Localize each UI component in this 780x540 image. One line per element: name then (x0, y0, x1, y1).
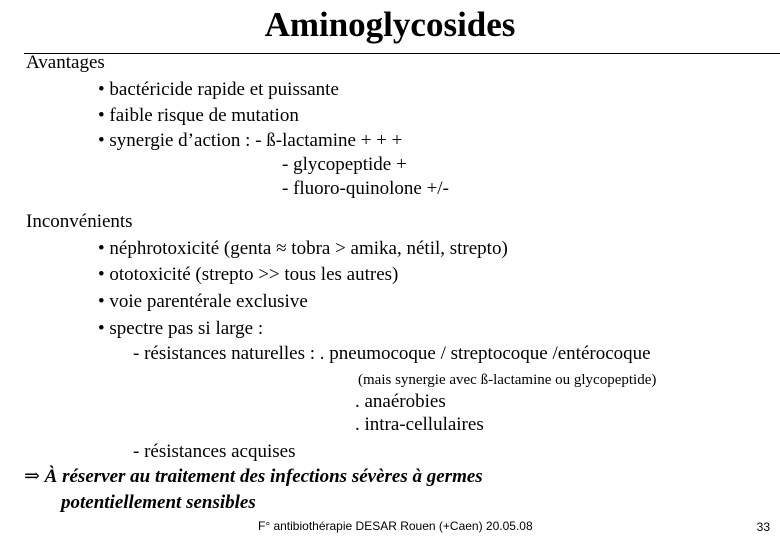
inconvenients-item (98, 237, 508, 261)
avantages-item (98, 104, 299, 128)
synergie-continuation: - fluoro-quinolone +/- (282, 178, 449, 199)
avantages-item-text: bactéricide rapide et puissante (109, 79, 339, 100)
resistances-acquises: - résistances acquises (133, 441, 296, 462)
bullet-icon: • (98, 238, 105, 259)
inconvenients-heading: Inconvénients (26, 211, 133, 232)
inconvenients-item (98, 317, 263, 341)
avantages-item (98, 129, 402, 153)
conclusion-text: À réserver au traitement des infections sévères à germes (44, 466, 483, 487)
resistances-naturelles: - résistances naturelles : . pneumocoque / streptocoque /entérocoque (133, 343, 651, 364)
page-number: 33 (756, 520, 770, 534)
inconvenients-item-text: ototoxicité (strepto >> tous les autres) (109, 264, 399, 285)
avantages-item-text: faible risque de mutation (109, 105, 299, 126)
bullet-icon: • (98, 79, 105, 100)
sub-item-anaerobies: . anaérobies (355, 391, 446, 412)
inconvenients-item (98, 263, 398, 287)
bullet-icon: • (98, 130, 105, 151)
implies-arrow-icon: ⇒ (24, 466, 40, 487)
inconvenients-item-text: néphrotoxicité (genta ≈ tobra > amika, nétil, strepto) (109, 238, 508, 259)
inconvenients-item (98, 290, 308, 314)
avantages-heading: Avantages (26, 52, 105, 73)
synergie-continuation: - glycopeptide + (282, 154, 407, 175)
conclusion-line (24, 465, 483, 489)
footer-text: F° antibiothérapie DESAR Rouen (+Caen) 20.05.08 (258, 519, 533, 533)
bullet-icon: • (98, 291, 105, 312)
sub-item-intracellulaires: . intra-cellulaires (355, 414, 484, 435)
conclusion-line-2: potentiellement sensibles (61, 492, 256, 513)
bullet-icon: • (98, 318, 105, 339)
bullet-icon: • (98, 264, 105, 285)
slide-title: Aminoglycosides (264, 5, 516, 44)
inconvenients-item-text: spectre pas si large : (109, 318, 264, 339)
inconvenients-item-text: voie parentérale exclusive (109, 291, 308, 312)
bullet-icon: • (98, 105, 105, 126)
avantages-item (98, 78, 339, 102)
avantages-item-text: synergie d’action : - ß-lactamine + + + (109, 130, 403, 151)
synergie-note: (mais synergie avec ß-lactamine ou glycopeptide) (358, 372, 657, 388)
title-divider (24, 53, 780, 54)
